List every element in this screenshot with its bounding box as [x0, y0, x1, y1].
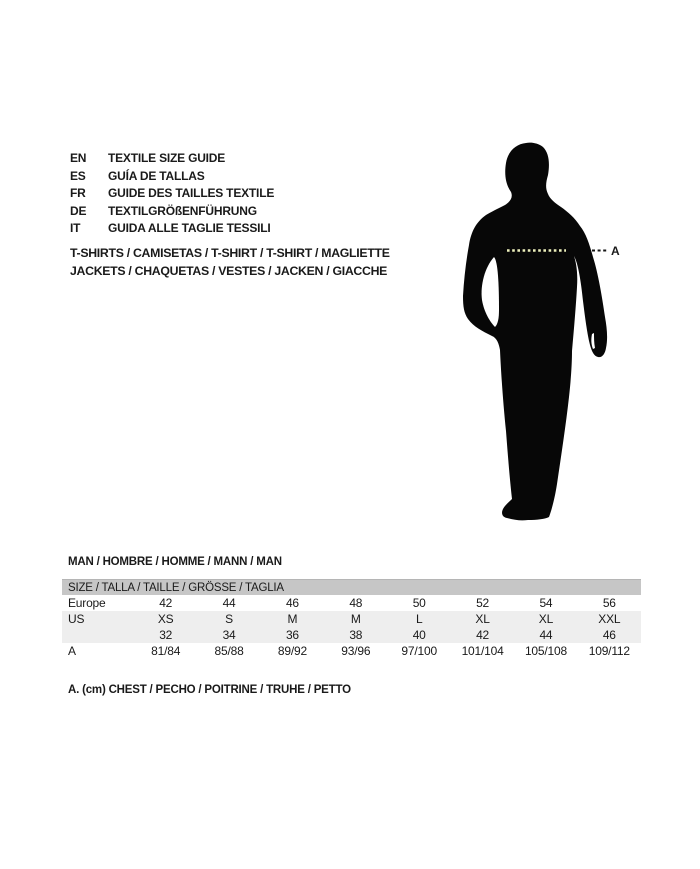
table-row-us	[62, 611, 641, 627]
language-code: EN	[70, 151, 87, 165]
size-table-section	[62, 556, 641, 659]
size-cell: 93/96	[341, 644, 371, 658]
size-cell: 48	[349, 596, 363, 610]
size-cell: 97/100	[401, 644, 437, 658]
table-header-bar: SIZE / TALLA / TAILLE / GRÖSSE / TAGLIA	[62, 579, 641, 595]
size-cell: 105/108	[524, 644, 567, 658]
size-cell: 89/92	[277, 644, 307, 658]
row-label	[62, 627, 134, 643]
table-row-chest	[62, 643, 641, 659]
size-cell: XL	[538, 612, 554, 626]
language-row-en	[70, 150, 274, 168]
table-row-europe	[62, 595, 641, 611]
size-cell: 56	[602, 596, 616, 610]
language-label: GUIDA ALLE TAGLIE TESSILI	[108, 221, 271, 236]
row-label: Europe	[68, 596, 106, 610]
language-list	[70, 150, 274, 238]
size-cell: 101/104	[461, 644, 504, 658]
category-lines	[70, 244, 390, 280]
size-cell: 54	[539, 596, 553, 610]
row-label: A	[68, 644, 76, 658]
language-row-fr	[70, 185, 274, 203]
size-cell: XS	[157, 612, 174, 626]
measure-label-a: A	[611, 244, 620, 258]
language-row-es	[70, 168, 274, 186]
size-cell: 36	[285, 628, 299, 642]
language-label: TEXTILGRÖßENFÜHRUNG	[108, 203, 257, 218]
language-label: GUIDE DES TAILLES TEXTILE	[108, 186, 275, 201]
size-cell: 42	[159, 596, 173, 610]
size-cell: M	[350, 612, 361, 626]
language-label: GUÍA DE TALLAS	[108, 168, 205, 183]
category-line-tshirts: T-SHIRTS / CAMISETAS / T-SHIRT / T-SHIRT / MAGLIETTE	[70, 246, 390, 260]
size-cell: 44	[539, 628, 553, 642]
man-silhouette-figure	[455, 138, 625, 528]
language-row-de	[70, 203, 274, 221]
man-silhouette	[455, 138, 625, 528]
language-code: FR	[70, 186, 86, 201]
size-cell: XL	[475, 612, 490, 626]
language-code: ES	[70, 168, 86, 183]
measure-footnote: A. (cm) CHEST / PECHO / POITRINE / TRUHE / PETTO	[68, 684, 351, 696]
table-title: MAN / HOMBRE / HOMME / MANN / MAN	[68, 556, 282, 568]
man-silhouette-body	[463, 143, 607, 521]
size-cell: S	[225, 612, 233, 626]
size-cell: 34	[222, 628, 236, 642]
language-label: TEXTILE SIZE GUIDE	[108, 151, 226, 165]
language-code: IT	[70, 221, 81, 236]
size-cell: 52	[476, 596, 490, 610]
row-label: US	[68, 612, 85, 626]
category-line-jackets: JACKETS / CHAQUETAS / VESTES / JACKEN / GIACCHE	[70, 264, 388, 278]
size-cell: M	[287, 612, 298, 626]
size-table	[62, 579, 641, 659]
size-cell: 42	[476, 628, 490, 642]
size-cell: 32	[159, 628, 173, 642]
size-cell: 81/84	[151, 644, 181, 658]
language-code: DE	[70, 203, 87, 218]
size-cell: XXL	[598, 612, 621, 626]
size-cell: 50	[412, 596, 426, 610]
size-cell: 46	[285, 596, 299, 610]
size-cell: 46	[602, 628, 616, 642]
size-cell: L	[415, 612, 423, 626]
language-row-it	[70, 220, 274, 238]
size-cell: 40	[412, 628, 426, 642]
size-cell: 85/88	[214, 644, 244, 658]
size-cell: 109/112	[588, 644, 630, 658]
table-row-us-numeric	[62, 627, 641, 643]
size-cell: 44	[222, 596, 236, 610]
size-cell: 38	[349, 628, 363, 642]
